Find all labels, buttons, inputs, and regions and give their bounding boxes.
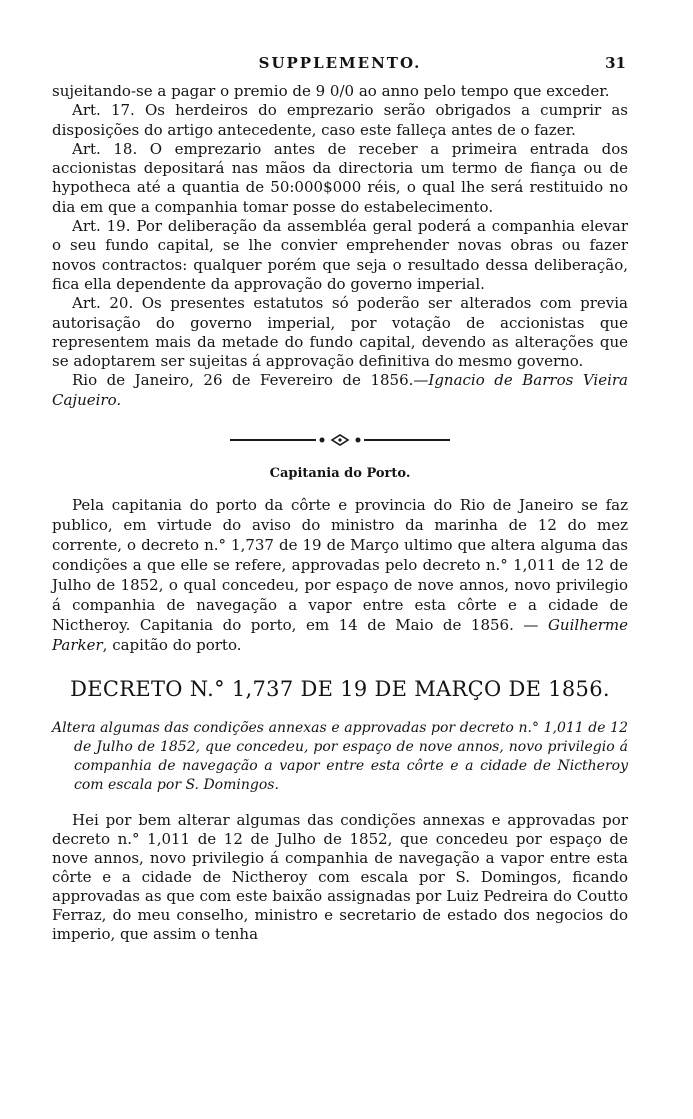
decree-body: Hei por bem alterar algumas das condições annexas e approvadas por decreto n.° 1,011 de 12 de Julho de 1852, que concedeu por espaço de nove annos, novo privilegio á companhia de navegação a vapor entre esta côrte e a cidade de Nictheroy com escala por S. Domingos, ficando approvadas as que com este baixão assignadas por Luiz Pedreira do Coutto Ferraz, do meu conselho, ministro e secretario de estado dos negocios do imperio, que assim o tenha xyxy=(52,811,628,944)
date-signature-line xyxy=(52,371,628,410)
page-number: 31 xyxy=(605,54,626,72)
capitania-text: Pela capitania do porto da côrte e provincia do Rio de Janeiro se faz publico, em virtude do aviso do ministro da marinha de 12 do mez corrente, o decreto n.° 1,737 de 19 de Março ultimo que altera alguma das condições a que elle se refere, approvadas pelo decreto n.° 1,011 de 12 de Julho de 1852, o qual concedeu, por espaço de nove annos, novo privilegio á companhia de navegação a vapor entre esta côrte e a cidade de Nictheroy. Capitania do porto, em 14 de Maio de 1856. — xyxy=(52,496,628,635)
article-17: Art. 17. Os herdeiros do emprezario serão obrigados a cumprir as disposições do artigo antecedente, caso este falleça antes de o fazer. xyxy=(52,101,628,139)
decree-title: DECRETO N.° 1,737 DE 19 DE MARÇO DE 1856. xyxy=(70,677,610,702)
capitania-signer: Guilherme Parker xyxy=(52,616,628,655)
article-20: Art. 20. Os presentes estatutos só poderão ser alterados com previa autorisação do governo imperial, por votação de accionistas que representem mais da metade do fundo capital, devendo as alterações que se adoptarem ser sujeitas á approvação definitiva do mesmo governo. xyxy=(52,294,628,371)
decree-body-section xyxy=(52,811,628,944)
capitania-signer-role: , capitão do porto. xyxy=(102,636,242,655)
page-header xyxy=(52,54,628,82)
capitania-section xyxy=(52,495,628,655)
date-line: Rio de Janeiro, 26 de Fevereiro de 1856.— xyxy=(72,371,429,390)
running-title: SUPPLEMENTO. xyxy=(258,54,422,72)
ornamental-divider xyxy=(230,434,450,446)
article-18: Art. 18. O emprezario antes de receber a primeira entrada dos accionistas depositará nas mãos da directoria um termo de fiança ou de hypotheca até a quantia de 50:000$000 réis, o qual lhe será restituido no dia em que a companhia tomar posse do estabelecimento. xyxy=(52,139,628,216)
document-page xyxy=(52,54,628,944)
article-continuation: sujeitando-se a pagar o premio de 9 0/0 ao anno pelo tempo que exceder. xyxy=(52,82,610,100)
capitania-paragraph xyxy=(52,495,628,655)
article-19: Art. 19. Por deliberação da assembléa geral poderá a companhia elevar o seu fundo capital, se lhe convier emprehender novas obras ou fazer novos contractos: qualquer porém que seja o resultado dessa deliberação, fica ella dependente da approvação do governo imperial. xyxy=(52,217,628,293)
decree-summary: Altera algumas das condições annexas e approvadas por decreto n.° 1,011 de 12 de Julho de 1852, que concedeu, por espaço de nove annos, novo privilegio á companhia de navegação a vapor entre esta côrte e a cidade de Nictheroy com escala por S. Domingos. xyxy=(52,720,628,794)
section-heading: Capitania do Porto. xyxy=(269,466,411,482)
signature: Ignacio de Barros Vieira Cajueiro. xyxy=(52,371,628,409)
articles-section xyxy=(52,82,628,410)
